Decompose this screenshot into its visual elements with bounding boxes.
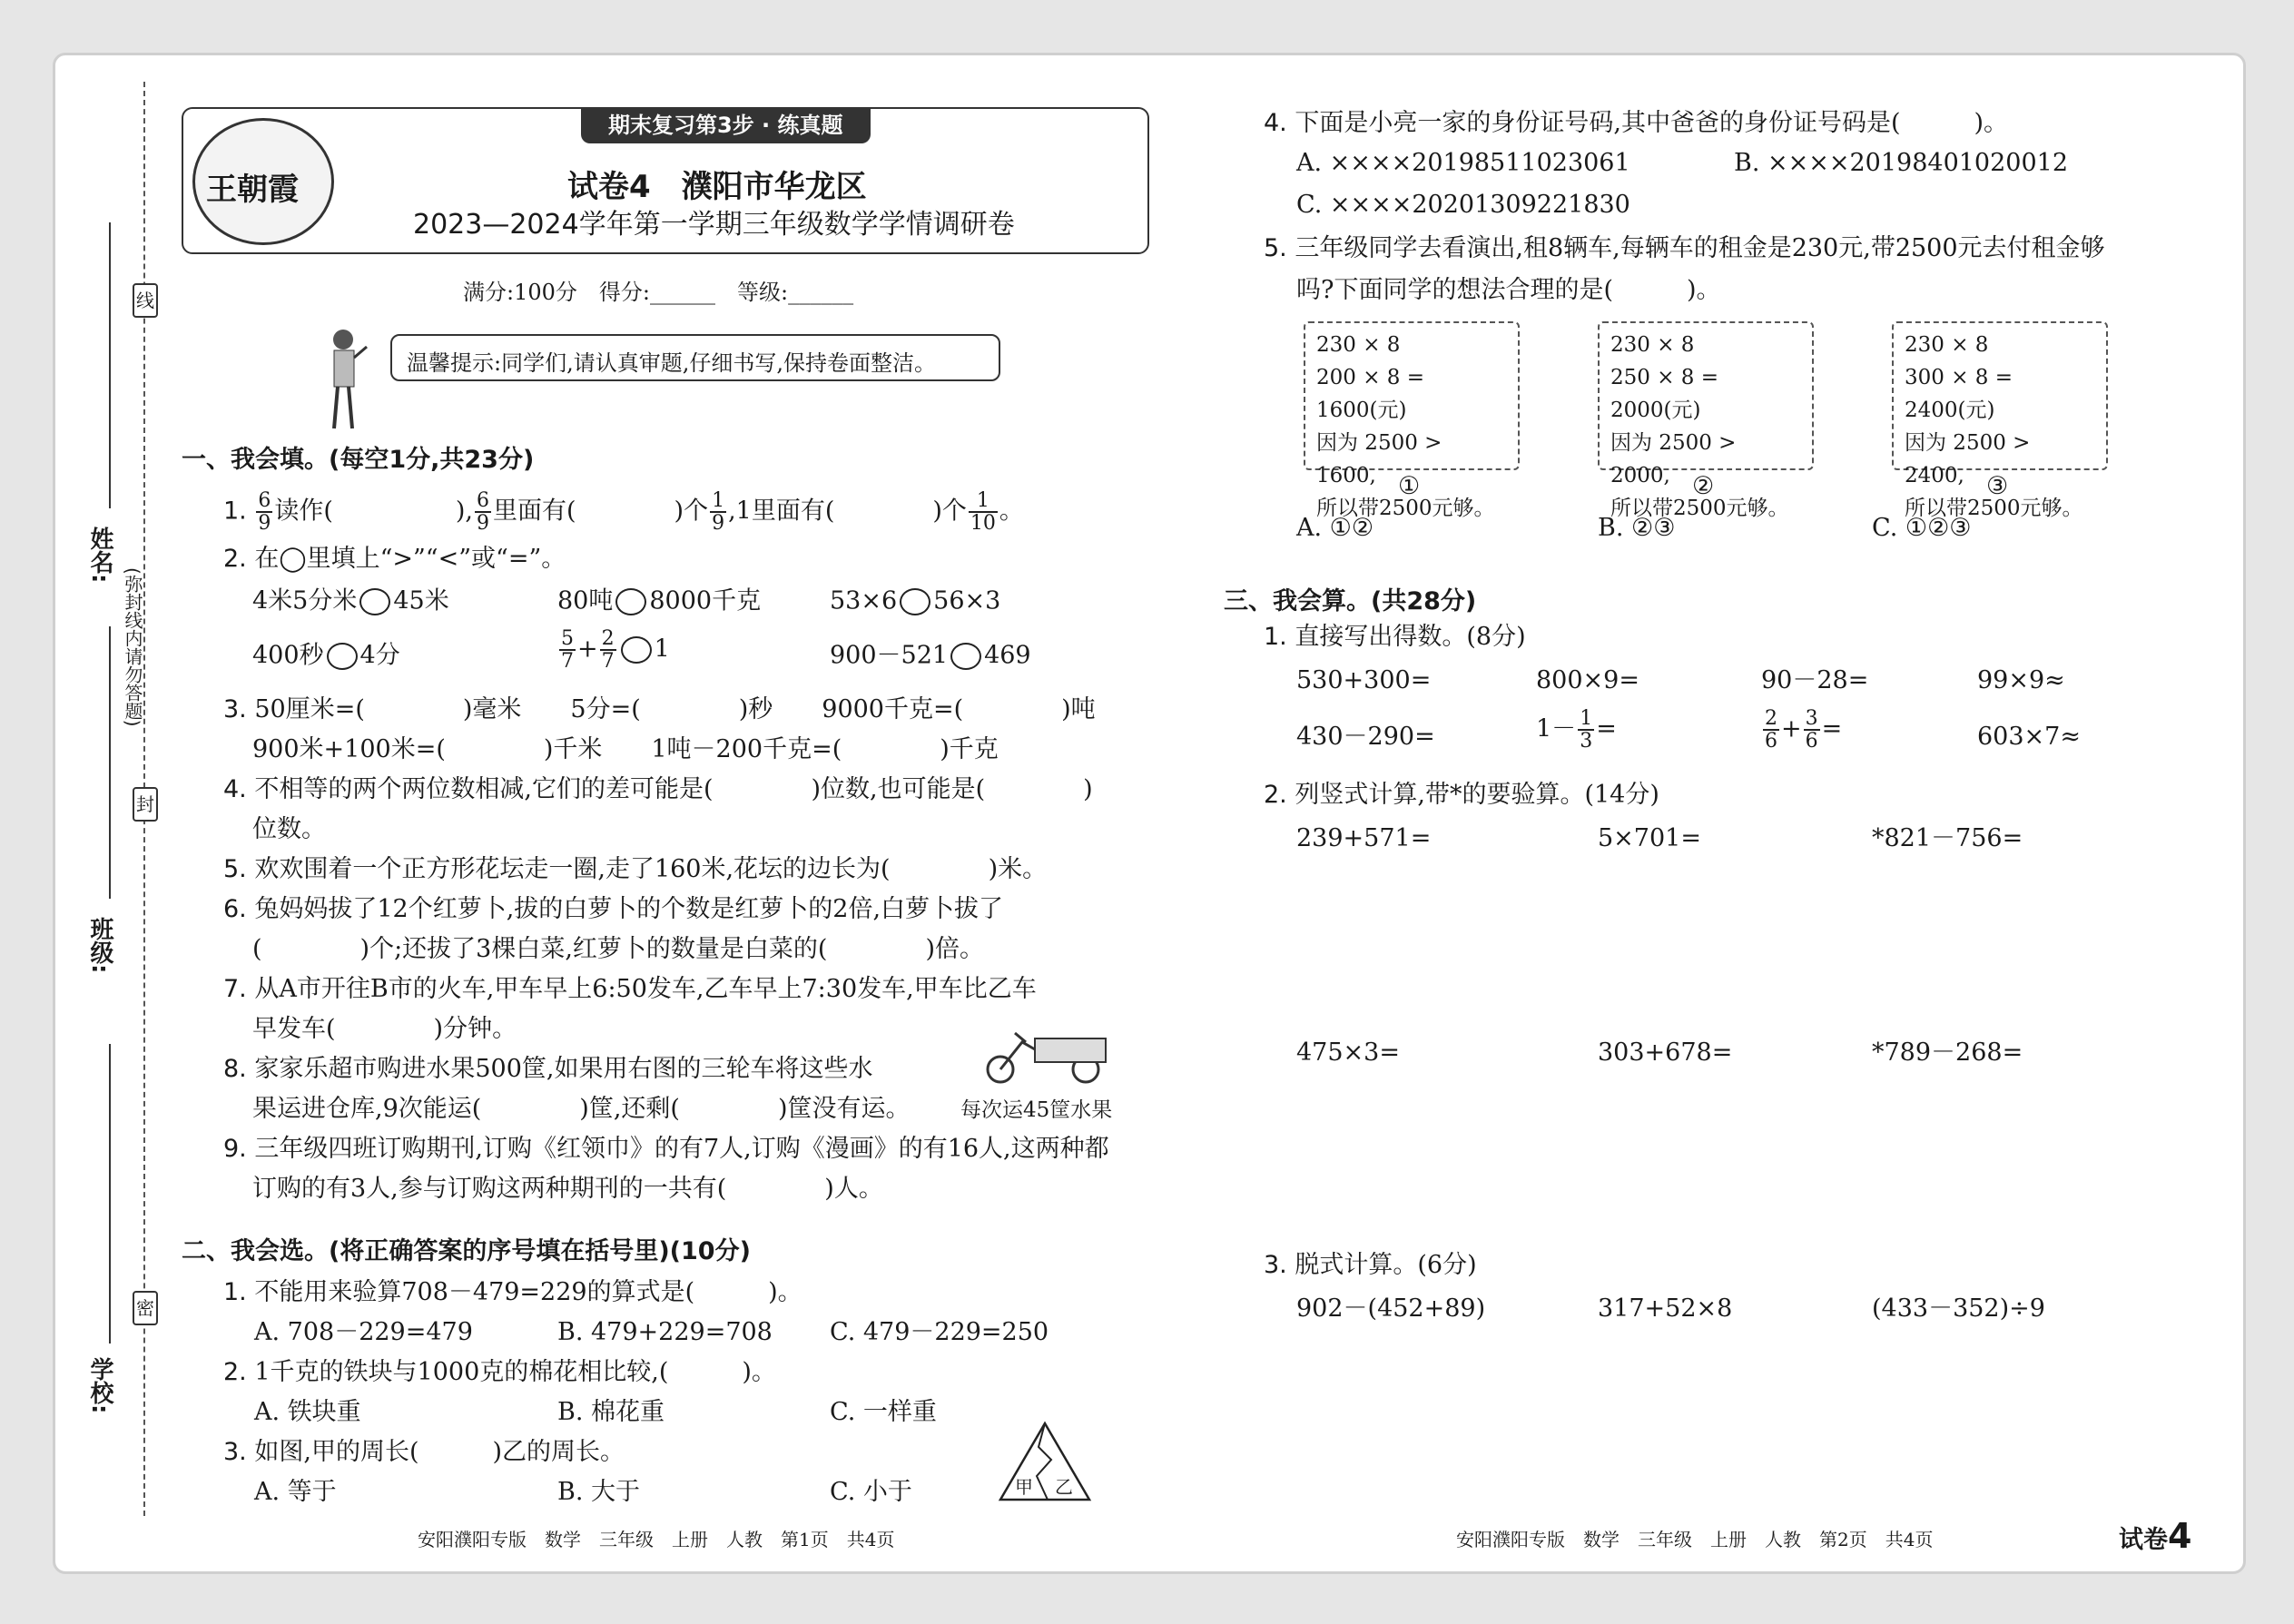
s1-q3-number: 3.: [223, 695, 247, 723]
compare-left: 900－521: [830, 641, 949, 670]
tip-text: 温馨提示:同学们,请认真审题,仔细书写,保持卷面整洁。: [407, 350, 936, 376]
box-line: 230 × 8: [1610, 333, 1695, 357]
box-line: 230 × 8: [1905, 333, 1989, 357]
seal-mark-2: 封: [133, 787, 158, 822]
s2-q1-option-b[interactable]: B. 479+229=708: [557, 1318, 773, 1346]
s2-q1-option-a[interactable]: A. 708－229=479: [254, 1318, 473, 1346]
numerator: 2: [601, 627, 615, 650]
s1-q4: [223, 777, 1093, 802]
fraction: [475, 490, 491, 534]
no-answer-note: (弥封线内请勿答题): [122, 567, 143, 727]
denominator: 6: [1765, 730, 1777, 753]
numerator: 6: [258, 489, 271, 512]
s3-q1-text: 直接写出得数。(8分): [1295, 623, 1526, 651]
calc-item[interactable]: 800×9=: [1536, 666, 1639, 694]
s1-q6-number: 6.: [223, 895, 247, 923]
fraction: [559, 628, 576, 672]
s1-q9-line2[interactable]: 订购的有3人,参与订购这两种期刊的一共有( )人。: [252, 1175, 883, 1203]
s1-q5-number: 5.: [223, 855, 247, 883]
s1-q1-end: 。: [999, 497, 1024, 526]
s1-q1-part-b[interactable]: 里面有( )个: [493, 497, 709, 526]
s2-q2-option-c[interactable]: C. 一样重: [830, 1398, 937, 1426]
s3-q3-number: 3.: [1264, 1251, 1287, 1279]
s2-q4-option-a[interactable]: A. ××××2019851102306​1: [1296, 149, 1630, 177]
s3-q2: [1264, 782, 1659, 807]
s2-q5: [1264, 236, 2105, 261]
s2-q1-number: 1.: [223, 1278, 247, 1306]
compare-left: 400秒: [252, 641, 324, 670]
fraction: [600, 628, 616, 672]
vertical-calc-item[interactable]: 239+571=: [1296, 824, 1432, 852]
compare-circle[interactable]: [950, 643, 981, 670]
s2-q5-number: 5.: [1264, 234, 1287, 262]
s1-q6: [223, 897, 1003, 921]
denominator: 3: [1580, 730, 1593, 753]
s2-q3-option-c[interactable]: C. 小于: [830, 1478, 912, 1506]
figure-label-yi: 乙: [1055, 1476, 1073, 1498]
compare-left: 53×6: [830, 586, 898, 615]
footer-left: 安阳濮阳专版 数学 三年级 上册 人教 第1页 共4页: [418, 1529, 895, 1550]
calc-item-fraction[interactable]: $\frac{2}{6}$ + $\frac{3}{6}$ =: [1765, 707, 1843, 753]
s1-q2-text: 在◯里填上“>”“<”或“=”。: [254, 545, 566, 573]
s2-q2-text[interactable]: 1千克的铁块与1000克的棉花相比较,( )。: [254, 1358, 776, 1386]
s1-q9: [223, 1137, 1109, 1161]
box-label-3: ③: [1986, 472, 2009, 500]
s1-q5: [223, 857, 1047, 881]
section1-title: 一、我会填。(每空1分,共23分): [182, 446, 535, 474]
seal-mark-1: 线: [133, 283, 158, 318]
s2-q5-option-c[interactable]: C. ①②③: [1872, 514, 1972, 542]
compare-circle[interactable]: [327, 643, 358, 670]
s3-q3-text: 脱式计算。(6分): [1295, 1251, 1477, 1279]
fraction: [1763, 708, 1779, 752]
fraction: [1578, 708, 1594, 752]
s2-q1-text[interactable]: 不能用来验算708－479=229的算式是( )。: [254, 1278, 802, 1306]
figure-label-jia: 甲: [1015, 1476, 1033, 1498]
fraction: [710, 490, 726, 534]
vertical-calc-item[interactable]: 5×701=: [1598, 824, 1701, 852]
s1-q4-line2: 位数。: [252, 815, 326, 843]
numerator: 1: [969, 490, 998, 513]
school-write-line[interactable]: [109, 1044, 111, 1343]
step-banner: 期末复习第3步 · 练真题: [581, 107, 871, 143]
calc-item[interactable]: 430－290=: [1296, 723, 1435, 751]
compare-circle[interactable]: [621, 636, 652, 664]
compare-right: 45米: [393, 586, 449, 615]
numerator: 3: [1805, 707, 1818, 730]
s1-q1-part-c[interactable]: ,1里面有( )个: [728, 497, 967, 526]
s2-q4: [1264, 111, 2008, 135]
s2-q2-option-a[interactable]: A. 铁块重: [254, 1398, 361, 1426]
name-write-line[interactable]: [109, 222, 111, 508]
numerator: 2: [1765, 707, 1777, 730]
s3-q2-number: 2.: [1264, 781, 1287, 809]
s1-q1: [223, 490, 1024, 534]
box-line: 所以带2500元够。: [1905, 497, 2083, 520]
compare-right: 8000千克: [649, 586, 762, 615]
compare-circle[interactable]: [900, 588, 930, 615]
s1-q3-line2[interactable]: 900米+100米=( )千米 1吨－200千克=( )千克: [252, 735, 999, 763]
step-calc-item[interactable]: (433－352)÷9: [1872, 1294, 2045, 1323]
box-line: 250 × 8 = 2000(元): [1610, 366, 1719, 422]
s1-q8: [223, 1057, 872, 1081]
step-calc-item[interactable]: 317+52×8: [1598, 1294, 1733, 1323]
s1-q8-number: 8.: [223, 1055, 247, 1083]
denominator: 6: [1805, 730, 1818, 753]
calc-item[interactable]: 603×7≈: [1977, 723, 2081, 751]
s2-q3-number: 3.: [223, 1438, 247, 1466]
school-label: 学校:: [86, 1357, 113, 1414]
page-title: 试卷4 濮阳市华龙区: [567, 169, 867, 205]
page-subtitle: 2023—2024学年第一学期三年级数学学情调研卷: [413, 209, 1015, 241]
s1-q7: [223, 977, 1037, 1001]
s1-q5-line1[interactable]: 欢欢围着一个正方形花坛走一圈,走了160米,花坛的边长为( )米。: [254, 855, 1048, 883]
box-label-2: ②: [1692, 472, 1715, 500]
calc-item-fraction[interactable]: [1536, 708, 1617, 752]
box-line: 所以带2500元够。: [1610, 497, 1789, 520]
s2-q4-number: 4.: [1264, 109, 1287, 137]
compare-left: 80吨: [557, 586, 614, 615]
compare-circle[interactable]: [359, 588, 390, 615]
s1-q2-number: 2.: [223, 545, 247, 573]
s1-q8-line2[interactable]: 果运进仓库,9次能运( )筐,还剩( )筐没有运。: [252, 1095, 911, 1123]
class-write-line[interactable]: [109, 626, 111, 899]
s3-q2-text: 列竖式计算,带*的要验算。(14分): [1295, 781, 1659, 809]
fraction: [1804, 708, 1820, 752]
section2-title: 二、我会选。(将正确答案的序号填在括号里)(10分): [182, 1237, 751, 1265]
s2-q3-option-b[interactable]: B. 大于: [557, 1478, 641, 1506]
seal-mark-3: 密: [133, 1291, 158, 1325]
compare-right: 56×3: [933, 586, 1001, 615]
tricycle-image: [979, 1022, 1115, 1086]
denominator: 7: [601, 650, 615, 674]
s2-q5-line2[interactable]: 吗?下面同学的想法合理的是( )。: [1296, 276, 1721, 304]
paper-badge: [2119, 1516, 2191, 1556]
s2-q2-number: 2.: [223, 1358, 247, 1386]
s3-q1: [1264, 625, 1526, 649]
score-line: 满分:100分 得分:______ 等级:______: [463, 280, 854, 305]
box-line: 230 × 8: [1316, 333, 1401, 357]
box-line: 300 × 8 = 2400(元): [1905, 366, 2013, 422]
calc-equals: =: [1596, 714, 1617, 743]
s1-q6-line1: 兔妈妈拔了12个红萝卜,拔的白萝卜的个数是红萝卜的2倍,白萝卜拔了: [254, 895, 1004, 923]
s2-q1: [223, 1280, 802, 1304]
s1-q7-number: 7.: [223, 975, 247, 1003]
numerator: 6: [477, 489, 490, 512]
tip-bubble: [390, 334, 1000, 381]
denominator: 7: [561, 650, 574, 674]
s1-q7-line2[interactable]: 早发车( )分钟。: [252, 1015, 517, 1043]
calc-item[interactable]: 90－28=: [1761, 666, 1869, 694]
s2-q1-option-c[interactable]: C. 479－229=250: [830, 1318, 1049, 1346]
s1-q9-line1: 三年级四班订购期刊,订购《红领巾》的有7人,订购《漫画》的有16人,这两种都: [254, 1135, 1109, 1163]
s1-q9-number: 9.: [223, 1135, 247, 1163]
vertical-calc-item[interactable]: 475×3=: [1296, 1038, 1400, 1067]
box-line: 因为 2500 > 1600,: [1316, 431, 1442, 487]
logo: [192, 118, 334, 245]
denominator: 10: [970, 512, 996, 536]
denominator: 9: [712, 512, 725, 536]
s2-q4-option-b[interactable]: B. ××××2019840102001​2: [1734, 149, 2068, 177]
logo-text: 王朝霞: [206, 172, 299, 208]
box-line: 200 × 8 = 1600(元): [1316, 366, 1425, 422]
name-label: 姓名:: [86, 527, 113, 584]
calc-prefix: 1－: [1536, 714, 1577, 743]
s1-q8-line1: 家家乐超市购进水果500筐,如果用右图的三轮车将这些水: [254, 1055, 873, 1083]
s1-q2-row2-b: $\frac{5}{7}$ + $\frac{2}{7}$ 1: [561, 627, 670, 674]
s1-q2-row2-c: [830, 643, 1031, 670]
s2-q4-text[interactable]: 下面是小亮一家的身份证号码,其中爸爸的身份证号码是( )。: [1295, 109, 2009, 137]
student-figure: [320, 327, 369, 434]
s2-q5-option-a[interactable]: A. ①②: [1296, 514, 1374, 542]
box-line: 因为 2500 > 2000,: [1610, 431, 1737, 487]
s1-q3-line1[interactable]: 50厘米=( )毫米 5分=( )秒 9000千克=( )吨: [254, 695, 1096, 723]
s1-q7-line1: 从A市开往B市的火车,甲车早上6:50发车,乙车早上7:30发车,甲车比乙车: [254, 975, 1037, 1003]
s1-q1-number: 1.: [223, 497, 247, 526]
s1-q2-row1-c: [830, 588, 1000, 615]
reasoning-box-2: [1598, 321, 1814, 520]
compare-circle[interactable]: [615, 588, 646, 615]
s1-q1-part-a[interactable]: 读作( ),: [274, 497, 474, 526]
calc-equals: =: [1821, 714, 1843, 743]
denominator: 9: [258, 512, 271, 536]
compare-right: 4分: [359, 641, 400, 670]
s2-q5-option-b[interactable]: B. ②③: [1598, 514, 1676, 542]
s1-q4-line1[interactable]: 不相等的两个两位数相减,它们的差可能是( )位数,也可能是( ): [254, 775, 1093, 803]
s3-q1-number: 1.: [1264, 623, 1287, 651]
s1-q2-row1-a: [252, 588, 449, 615]
s2-q5-line1: 三年级同学去看演出,租8辆车,每辆车的租金是230元,带2500元去付租金够: [1295, 234, 2105, 262]
footer-right: 安阳濮阳专版 数学 三年级 上册 人教 第2页 共4页: [1456, 1529, 1934, 1550]
class-label: 班级:: [86, 917, 113, 974]
fraction: [969, 490, 998, 534]
s1-q4-number: 4.: [223, 775, 247, 803]
triangle-figure: [997, 1420, 1093, 1503]
numerator: 5: [561, 627, 574, 650]
s2-q3-text[interactable]: 如图,甲的周长( )乙的周长。: [254, 1438, 625, 1466]
compare-right: 469: [984, 641, 1031, 670]
box-line: 所以带2500元够。: [1316, 497, 1495, 520]
numerator: 1: [1580, 707, 1593, 730]
s1-q2: [223, 546, 566, 571]
denominator: 9: [477, 512, 490, 536]
s1-q2-row1-b: [557, 588, 761, 615]
vertical-calc-item[interactable]: *821－756=: [1872, 824, 2023, 852]
s3-q3: [1264, 1253, 1477, 1277]
s2-q4-option-c[interactable]: C. ××××2020130922183​0: [1296, 191, 1630, 219]
calc-item[interactable]: 530+300=: [1296, 666, 1432, 694]
box-label-1: ①: [1398, 472, 1421, 500]
box-line: 因为 2500 > 2400,: [1905, 431, 2031, 487]
s2-q3: [223, 1440, 625, 1464]
s1-q2-row2-a: [252, 643, 400, 670]
compare-right: 1: [654, 635, 670, 664]
section3-title: 三、我会算。(共28分): [1224, 587, 1477, 615]
s2-q3-option-a[interactable]: A. 等于: [254, 1478, 337, 1506]
paper-badge-number: 4: [2168, 1516, 2192, 1556]
step-calc-item[interactable]: 902－(452+89): [1296, 1294, 1486, 1323]
fraction: [256, 490, 272, 534]
s1-q3: [223, 697, 1096, 722]
vertical-calc-item[interactable]: *789－268=: [1872, 1038, 2023, 1067]
s2-q2-option-b[interactable]: B. 棉花重: [557, 1398, 665, 1426]
compare-left: 4米5分米: [252, 586, 358, 615]
s1-q6-line2[interactable]: ( )个;还拔了3棵白菜,红萝卜的数量是白菜的( )倍。: [252, 935, 984, 963]
s2-q2: [223, 1360, 776, 1384]
tricycle-caption: 每次运45筐水果: [960, 1098, 1113, 1122]
reasoning-box-1: [1304, 321, 1520, 520]
calc-item[interactable]: 99×9≈: [1977, 666, 2065, 694]
reasoning-box-3: [1892, 321, 2108, 520]
vertical-calc-item[interactable]: 303+678=: [1598, 1038, 1733, 1067]
numerator: 1: [712, 489, 725, 512]
paper-badge-label: 试卷: [2119, 1526, 2168, 1554]
